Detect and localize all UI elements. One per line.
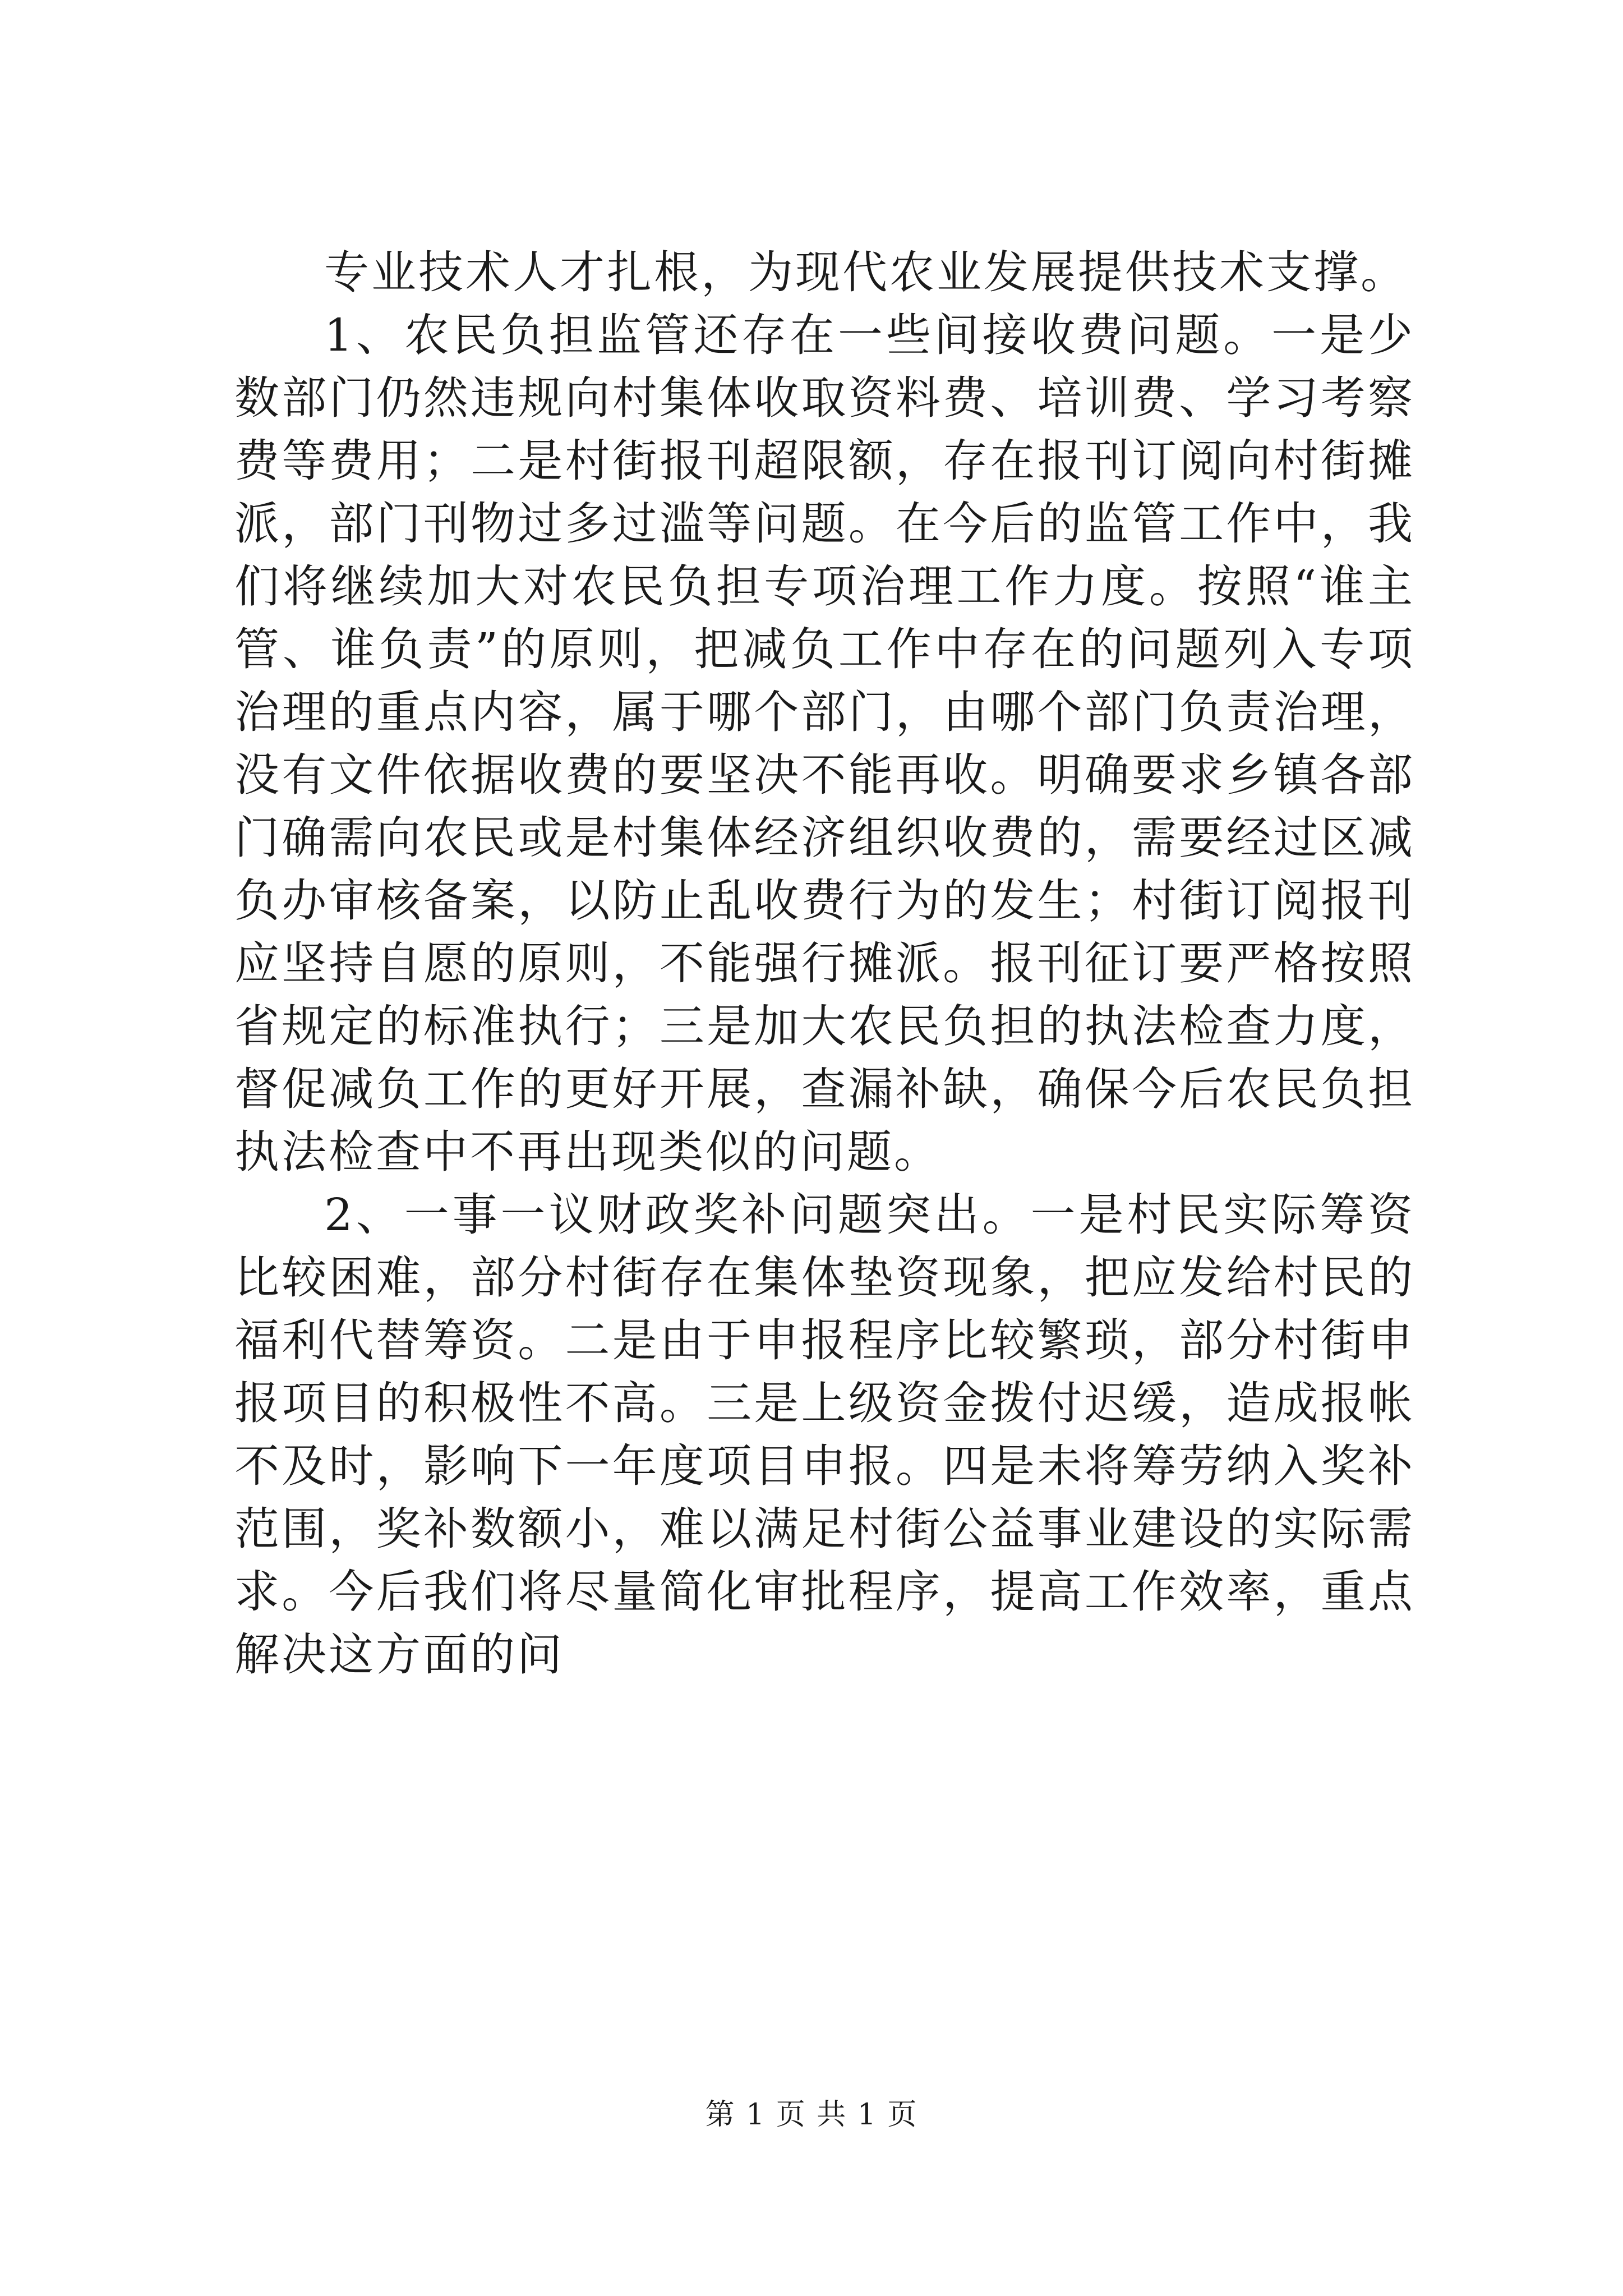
page-footer: 第 1 页 共 1 页	[705, 2098, 918, 2132]
document-body	[234, 241, 1415, 1686]
paragraph-item-2: 2、一事一议财政奖补问题突出。一是村民实际筹资比较困难，部分村街存在集体垫资现象，把应发给村民的福利代替筹资。二是由于申报程序比较繁琐，部分村街申报项目的积极性不高。三是上级资金拨付迟缓，造成报帐不及时，影响下一年度项目申报。四是未将筹劳纳入奖补范围，奖补数额小，难以满足村街公益事业建设的实际需求。今后我们将尽量简化审批程序，提高工作效率，重点解决这方面的问	[234, 1189, 1415, 1681]
paragraph-item-1: 1、农民负担监管还存在一些间接收费问题。一是少数部门仍然违规向村集体收取资料费、培训费、学习考察费等费用；二是村街报刊超限额，存在报刊订阅向村街摊派，部门刊物过多过滥等问题。在今后的监管工作中，我们将继续加大对农民负担专项治理工作力度。按照“谁主管、谁负责”的原则，把减负工作中存在的问题列入专项治理的重点内容，属于哪个部门，由哪个部门负责治理，没有文件依据收费的要坚决不能再收。明确要求乡镇各部门确需向农民或是村集体经济组织收费的，需要经过区减负办审核备案，以防止乱收费行为的发生；村街订阅报刊应坚持自愿的原则，不能强行摊派。报刊征订要严格按照省规定的标准执行；三是加大农民负担的执法检查力度，督促减负工作的更好开展，查漏补缺，确保今后农民负担执法检查中不再出现类似的问题。	[234, 309, 1415, 1178]
paragraph-intro: 专业技术人才扎根，为现代农业发展提供技术支撑。	[324, 246, 1408, 298]
